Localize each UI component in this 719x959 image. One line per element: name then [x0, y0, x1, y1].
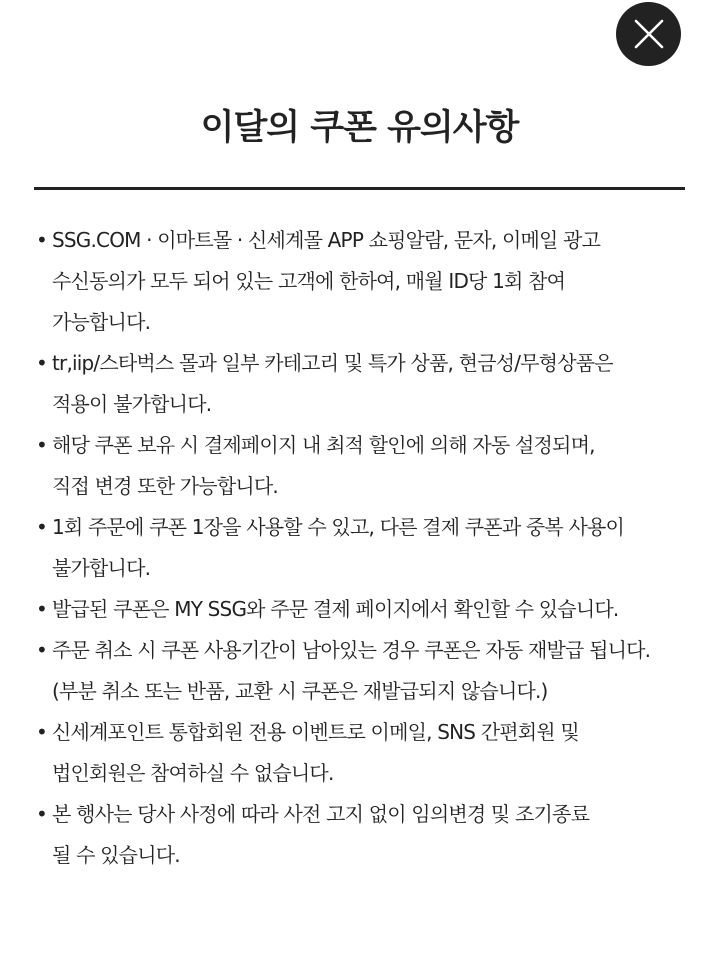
bullet-marker: • — [36, 638, 47, 662]
bullet-marker: • — [36, 351, 47, 375]
bullet-marker: • — [36, 597, 47, 621]
notice-item — [36, 589, 701, 630]
notice-item — [36, 343, 701, 425]
notice-text-line: 수신동의가 모두 되어 있는 고객에 한하여, 매월 ID당 1회 참여 — [52, 269, 566, 293]
notice-item — [36, 425, 701, 507]
bullet-marker: • — [36, 433, 47, 457]
notice-list — [36, 220, 701, 876]
notice-text-line: 본 행사는 당사 사정에 따라 사전 고지 없이 임의변경 및 조기종료 — [52, 802, 590, 826]
bullet-marker: • — [36, 720, 47, 744]
bullet-marker: • — [36, 228, 47, 252]
notice-text-line: tr,iip/스타벅스 몰과 일부 카테고리 및 특가 상품, 현금성/무형상품은 — [52, 351, 613, 375]
notice-item — [36, 507, 701, 589]
notice-item — [36, 220, 701, 343]
bullet-marker: • — [36, 515, 47, 539]
notice-item — [36, 630, 701, 712]
close-icon — [634, 19, 664, 49]
notice-text-line: SSG.COM · 이마트몰 · 신세계몰 APP 쇼핑알람, 문자, 이메일 광고 — [52, 228, 601, 252]
notice-text-line: 해당 쿠폰 보유 시 결제페이지 내 최적 할인에 의해 자동 설정되며, — [52, 433, 595, 457]
notice-text-line: 적용이 불가합니다. — [52, 392, 212, 416]
notice-item — [36, 712, 701, 794]
bullet-marker: • — [36, 802, 47, 826]
title-divider — [34, 187, 685, 190]
notice-text-line: 가능합니다. — [52, 310, 151, 334]
notice-text-line: 주문 취소 시 쿠폰 사용기간이 남아있는 경우 쿠폰은 자동 재발급 됩니다. — [52, 638, 651, 662]
notice-text-line: 1회 주문에 쿠폰 1장을 사용할 수 있고, 다른 결제 쿠폰과 중복 사용이 — [52, 515, 625, 539]
notice-text-line: (부분 취소 또는 반품, 교환 시 쿠폰은 재발급되지 않습니다.) — [52, 679, 548, 703]
notice-item — [36, 794, 701, 876]
notice-text-line: 발급된 쿠폰은 MY SSG와 주문 결제 페이지에서 확인할 수 있습니다. — [52, 597, 619, 621]
notice-text-line: 불가합니다. — [52, 556, 151, 580]
notice-text-line: 법인회원은 참여하실 수 없습니다. — [52, 761, 334, 785]
modal-title: 이달의 쿠폰 유의사항 — [200, 108, 519, 148]
notice-text-line: 될 수 있습니다. — [52, 843, 180, 867]
notice-text-line: 직접 변경 또한 가능합니다. — [52, 474, 278, 498]
close-button[interactable] — [616, 2, 681, 66]
notice-text-line: 신세계포인트 통합회원 전용 이벤트로 이메일, SNS 간편회원 및 — [52, 720, 579, 744]
